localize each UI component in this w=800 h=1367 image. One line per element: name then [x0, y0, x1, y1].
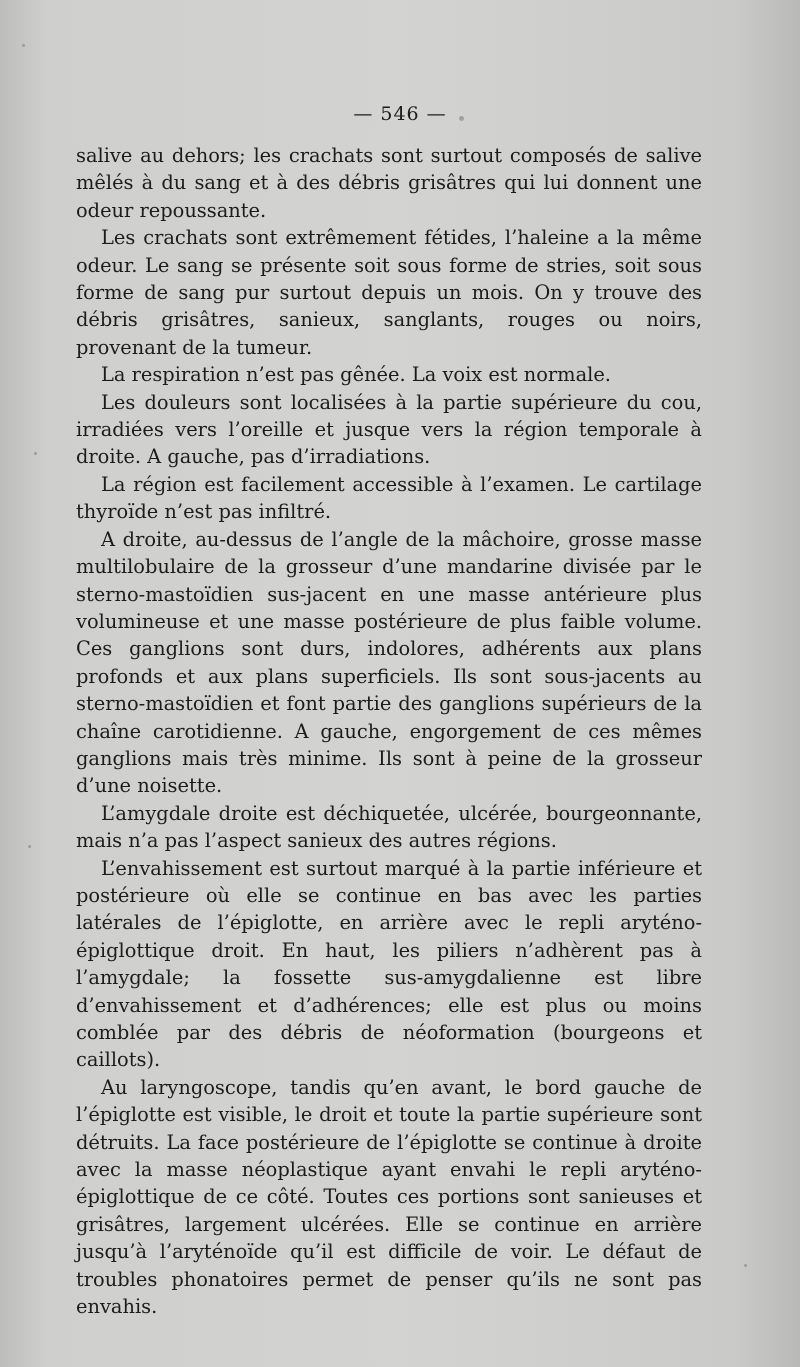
- paragraph-5: La région est facilement accessible à l’examen. Le cartilage thyroïde n’est pas infiltré.: [76, 472, 702, 524]
- paragraph-9: Au laryngoscope, tandis qu’en avant, le bord gauche de l’épiglotte est visible, le droit et toute la partie supérieure sont détruits. La face postérieure de l’épiglotte se continue à droite avec la masse néoplastique ayant envahi le repli aryténo-épiglottique de ce côté. Toutes ces portions sont sanieuses et grisâtres, largement ulcérées. Elle se continue en arrière jusqu’à l’aryténoïde qu’il est difficile de voir. Le défaut de troubles phonatoires permet de penser qu’ils ne sont pas envahis.: [76, 1075, 702, 1319]
- paragraph-7: L’amygdale droite est déchiquetée, ulcérée, bourgeonnante, mais n’a pas l’aspect sanieux des autres régions.: [76, 801, 702, 853]
- paper-speck: [34, 452, 37, 455]
- paragraph-3: La respiration n’est pas gênée. La voix est normale.: [101, 363, 611, 387]
- paper-speck: [22, 44, 25, 47]
- paper-speck: [459, 116, 464, 121]
- paragraph-6: A droite, au-dessus de l’angle de la mâchoire, grosse masse multilobulaire de la grosseur d’une mandarine divisée par le sterno-mastoïdien sus-jacent en une masse antérieure plus volumineuse et une masse postérieure de plus faible volume. Ces ganglions sont durs, indolores, adhérents aux plans profonds et aux plans superficiels. Ils sont sous-jacents au sterno-mastoïdien et font partie des ganglions supérieurs de la chaîne carotidienne. A gauche, engorgement de ces mêmes ganglions mais très minime. Ils sont à peine de la grosseur d’une noisette.: [76, 527, 702, 798]
- paper-speck: [744, 1264, 747, 1267]
- paragraph-1: salive au dehors; les crachats sont surtout composés de salive mêlés à du sang et à des débris grisâtres qui lui donnent une odeur repoussante.: [76, 144, 702, 222]
- paragraph-8: L’envahissement est surtout marqué à la partie inférieure et postérieure où elle se continue en bas avec les parties latérales de l’épiglotte, en arrière avec le repli aryténo-épiglottique droit. En haut, les piliers n’adhèrent pas à l’amygdale; la fossette sus-amygdalienne est libre d’envahissement et d’adhérences; elle est plus ou moins comblée par des débris de néoformation (bourgeons et caillots).: [76, 856, 702, 1072]
- page-number: — 546 —: [353, 103, 447, 125]
- paragraph-2: Les crachats sont extrêmement fétides, l’haleine a la même odeur. Le sang se présente soit sous forme de stries, soit sous forme de sang pur surtout depuis un mois. On y trouve des débris grisâtres, sanieux, sanglants, rouges ou noirs, provenant de la tumeur.: [76, 226, 702, 359]
- paragraph-4: Les douleurs sont localisées à la partie supérieure du cou, irradiées vers l’oreille et jusque vers la région temporale à droite. A gauche, pas d’irradiations.: [76, 390, 702, 469]
- body-text: [76, 142, 702, 1320]
- paper-speck: [28, 845, 31, 848]
